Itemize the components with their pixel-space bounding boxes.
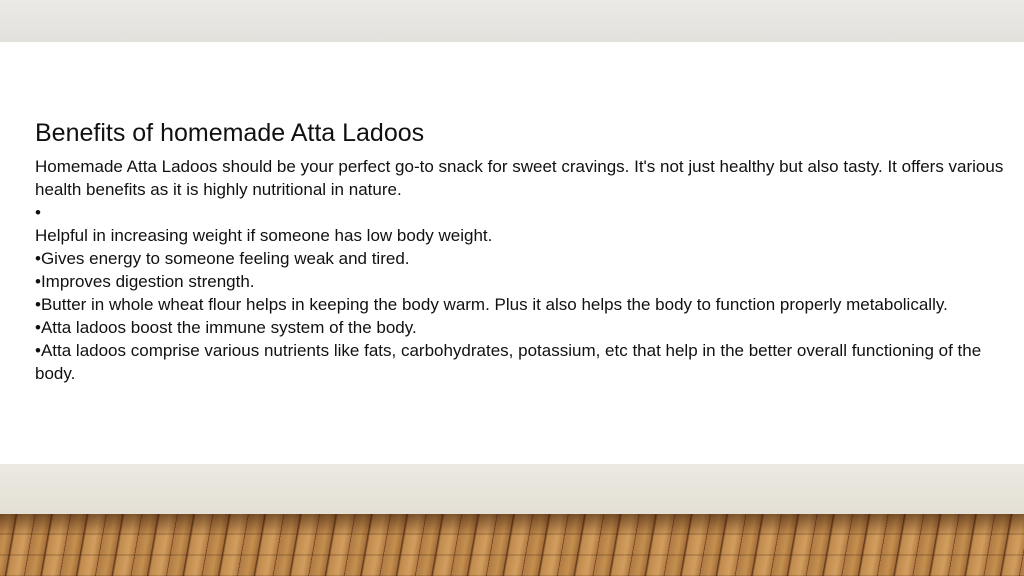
benefit-item-weight: Helpful in increasing weight if someone has low body weight. <box>35 226 493 245</box>
slide-content <box>35 118 1010 385</box>
bottom-wall-band <box>0 464 1024 514</box>
benefit-item-warmth: •Butter in whole wheat flour helps in keeping the body warm. Plus it also helps the body to function properly metabolically. <box>35 295 948 314</box>
benefit-item-energy: •Gives energy to someone feeling weak and tired. <box>35 249 410 268</box>
benefit-item-immunity: •Atta ladoos boost the immune system of the body. <box>35 318 417 337</box>
bullet-marker: • <box>35 203 41 222</box>
benefit-item-digestion: •Improves digestion strength. <box>35 272 255 291</box>
top-wall-band <box>0 0 1024 42</box>
intro-paragraph: Homemade Atta Ladoos should be your perfect go-to snack for sweet cravings. It's not just healthy but also tasty. It offers various health benefits as it is highly nutritional in nature. <box>35 157 1004 199</box>
benefit-item-nutrients: •Atta ladoos comprise various nutrients like fats, carbohydrates, potassium, etc that help in the better overall functioning of the body. <box>35 341 982 383</box>
wooden-floor-image <box>0 514 1024 576</box>
slide-title: Benefits of homemade Atta Ladoos <box>35 119 425 147</box>
